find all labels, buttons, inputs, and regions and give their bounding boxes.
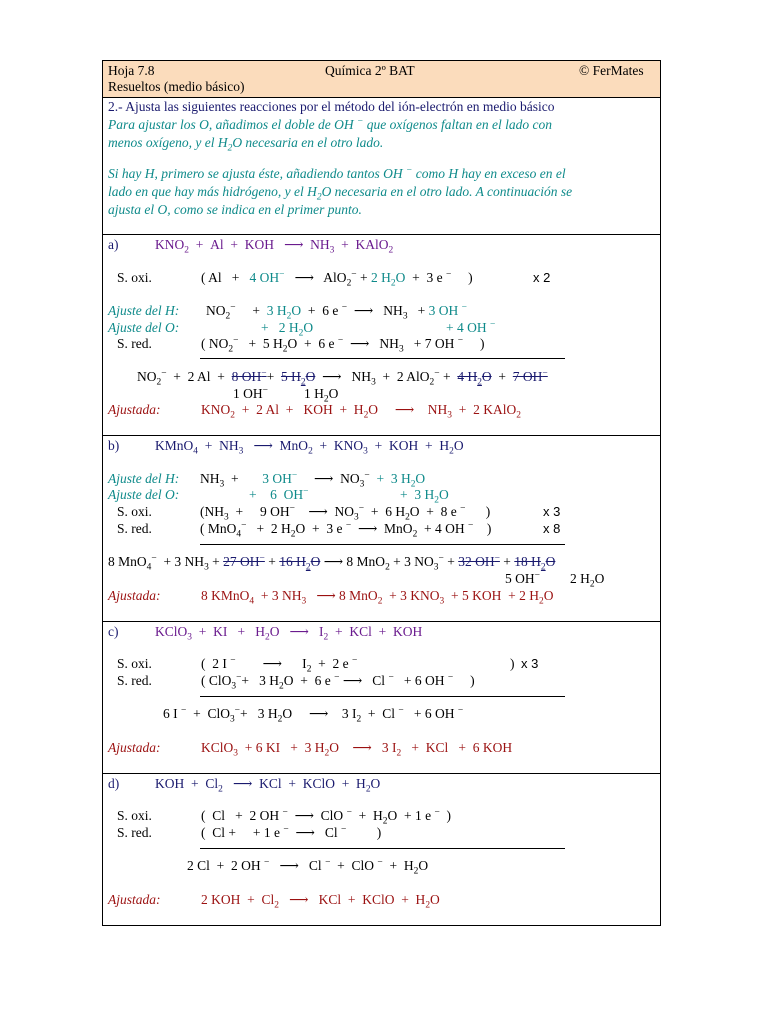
section-a — [103, 235, 660, 436]
reaction-equation: KOH + $Cl_2$ ⟶ KCl + KClO + $H_2O$ — [155, 776, 381, 795]
oxygen-adjust-right: + 3 $H_2O$ — [400, 487, 449, 506]
oxygen-adjust-label: Ajuste del O: — [108, 487, 180, 502]
worksheet — [102, 60, 661, 926]
oxygen-adjust-label: Ajuste del O: — [108, 320, 180, 335]
reduction-label: S. red. — [117, 521, 152, 536]
section-letter: b) — [108, 438, 120, 453]
rule-oxygen-line-1: Para ajustar los O, añadimos el doble de OH − que oxígenos faltan en el lado con — [108, 116, 552, 132]
remaining-water: 1 $H_2O$ — [304, 386, 339, 405]
oxidation-label: S. oxi. — [117, 270, 152, 285]
oxidation-label: S. oxi. — [117, 656, 152, 671]
reduction-half-reaction: ( Cl + + 1 e − ⟶ Cl − ) — [201, 824, 382, 840]
reaction-equation: KClO$_3$ + KI + $H_2O$ ⟶ $I_2$ + KCl + KOH — [155, 624, 423, 643]
combined-equation: 2 Cl + 2 OH − ⟶ Cl − + ClO $^- + H_2O$ — [187, 857, 429, 877]
remaining-hydroxide: 1 OH− — [233, 385, 268, 401]
reduction-multiplier: x 8 — [543, 521, 561, 536]
sheet-number: Hoja 7.8 — [108, 63, 155, 78]
copyright: © FerMates — [579, 63, 644, 78]
balanced-equation: $KNO_2 + 2$ Al + KOH + $H_2O$ ⟶ $NH_3 + 2$ KAlO$_2$ — [201, 402, 521, 421]
reduction-half-reaction: ( ClO$_3$−+ 3 $H_2O + 6$ e − ⟶ Cl − + 6 OH − ) — [201, 672, 475, 692]
remaining-water: 2 $H_2O$ — [570, 571, 605, 590]
oxidation-half-reaction: ($NH_3$ + 9 OH− ⟶ $NO_3^- + 6$ $H_2O + 8$ e − ) — [200, 503, 491, 523]
hydrogen-adjust-step: $NH_3$ + 3 OH− ⟶ $NO_3^- + 3$ $H_2O$ — [200, 470, 426, 490]
balanced-label: Ajustada: — [108, 402, 161, 417]
sum-line — [200, 696, 565, 697]
balanced-label: Ajustada: — [108, 892, 161, 907]
reaction-equation: KMnO$_4$ + $NH_3$ ⟶ $MnO_2 + KNO_3$ + KOH + $H_2O$ — [155, 438, 464, 457]
combined-equation: 8 MnO$_4$− + 3 $NH_3 + 27$ OH− + 16 $H_2O$ ⟶ 8 MnO$_2$ + 3 $NO_3^- + 32$ OH− + 18 $H_2O$ — [108, 553, 556, 573]
reduction-half-reaction: ( MnO$_4$− + 2 $H_2O + 3$ e − ⟶ MnO$_2$ + 4 OH − ) — [200, 520, 492, 540]
reduction-label: S. red. — [117, 336, 152, 351]
oxidation-label: S. oxi. — [117, 808, 152, 823]
hydrogen-adjust-label: Ajuste del H: — [108, 303, 180, 318]
sheet-subtitle: Resueltos (medio básico) — [108, 79, 245, 94]
section-d — [103, 774, 660, 926]
section-b — [103, 436, 660, 622]
combined-equation: 6 I − + ClO$_3$−+ 3 $H_2O$ ⟶ 3 $I_2 + Cl$ − + 6 OH − — [163, 705, 464, 725]
section-c — [103, 622, 660, 774]
hydrogen-adjust-step: $NO_2^-$ + 3 $H_2O + 6$ e − ⟶ $NH_3 + 3$ OH − — [206, 302, 467, 322]
intro-section — [103, 98, 660, 235]
oxidation-multiplier: x 3 — [521, 656, 539, 671]
oxidation-label: S. oxi. — [117, 504, 152, 519]
balanced-label: Ajustada: — [108, 588, 161, 603]
oxidation-half-reaction: ( 2 I − ⟶ $I_2 + 2$ e − — [201, 655, 358, 675]
reaction-equation: $KNO_2 + Al$ + KOH ⟶ $NH_3$ + KAlO$_2$ — [155, 237, 394, 256]
rule-hydrogen-line-2: lado en que hay más hidrógeno, y el $H_2O$ necesaria en el otro lado. A continuación se — [108, 184, 573, 203]
oxygen-adjust-right: + 4 OH − — [446, 319, 496, 335]
oxidation-multiplier: x 2 — [533, 270, 551, 285]
sum-line — [200, 544, 565, 545]
hydrogen-adjust-label: Ajuste del H: — [108, 471, 180, 486]
rule-oxygen-line-2: menos oxígeno, y el $H_2O$ necesaria en el otro lado. — [108, 135, 384, 154]
sheet-header — [103, 61, 660, 98]
oxidation-half-reaction: ( Al + 4 OH− ⟶ AlO$_2$− + 2 $H_2O + 3$ e − ) — [201, 269, 473, 289]
balanced-equation: 8 KMnO$_4$ + 3 $NH_3$ ⟶ 8 MnO$_2$ + 3 $KNO_3 + 5$ KOH + 2 $H_2O$ — [201, 588, 554, 607]
combined-equation: $NO_2^- + 2$ Al + 8 OH−+ 5 $H_2O$ ⟶ $NH_3 + 2$ AlO$_2$− + 4 $H_2O + 7$ OH− — [137, 368, 548, 388]
rule-hydrogen-line-3: ajusta el O, como se indica en el primer punto. — [108, 202, 362, 217]
oxygen-adjust-left: + 6 OH− — [249, 486, 309, 502]
balanced-label: Ajustada: — [108, 740, 161, 755]
exercise-title: 2.- Ajusta las siguientes reacciones por el método del ión-electrón en medio básico — [108, 99, 555, 114]
section-letter: c) — [108, 624, 119, 639]
oxidation-close: ) — [510, 656, 515, 671]
oxygen-adjust-left: + 2 $H_2O$ — [261, 320, 314, 339]
balanced-equation: KClO$_3$ + 6 KI + 3 $H_2O$ ⟶ 3 $I_2$ + KCl + 6 KOH — [201, 740, 513, 759]
oxidation-half-reaction: ( Cl + 2 OH − ⟶ ClO $^- + H_2O + 1$ e − ) — [201, 807, 452, 827]
reduction-label: S. red. — [117, 673, 152, 688]
sum-line — [200, 358, 565, 359]
sum-line — [200, 848, 565, 849]
rule-hydrogen-line-1: Si hay H, primero se ajusta éste, añadiendo tantos OH − como H hay en exceso en el — [108, 165, 566, 181]
reduction-label: S. red. — [117, 825, 152, 840]
balanced-equation: 2 KOH + $Cl_2$ ⟶ KCl + KClO + $H_2O$ — [201, 892, 440, 911]
subject-name: Química 2º BAT — [325, 63, 415, 78]
section-letter: a) — [108, 237, 119, 252]
remaining-hydroxide: 5 OH− — [505, 570, 540, 586]
oxidation-multiplier: x 3 — [543, 504, 561, 519]
reduction-half-reaction: ( $NO_2^- + 5$ $H_2O + 6$ e − ⟶ $NH_3 + 7$ OH − ) — [201, 335, 485, 355]
section-letter: d) — [108, 776, 120, 791]
